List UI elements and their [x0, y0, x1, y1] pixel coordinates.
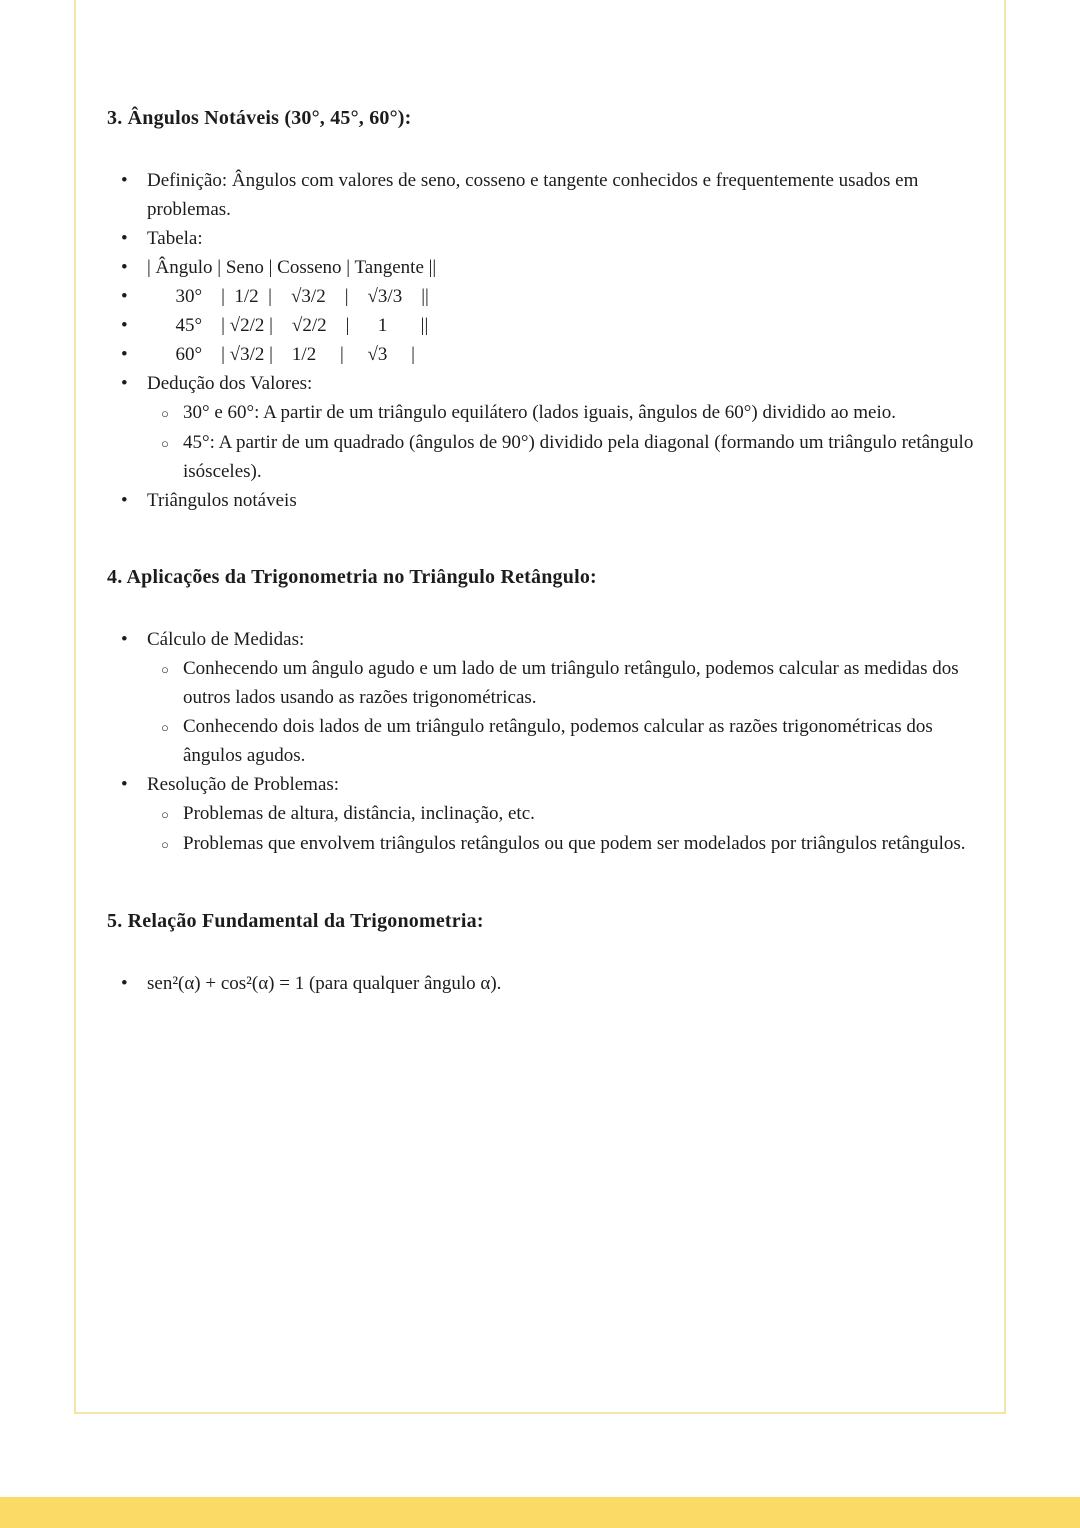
sub-bullet-list — [161, 398, 979, 486]
bullet-icon: • — [121, 774, 128, 795]
list-item — [121, 369, 979, 486]
list-item-table-header — [121, 253, 974, 282]
list-item-text: Resolução de Problemas: — [147, 774, 340, 795]
bullet-icon: • — [121, 315, 128, 336]
bullet-icon: • — [121, 257, 128, 278]
bullet-icon: • — [121, 490, 128, 511]
document-page — [74, 0, 1006, 1414]
bullet-icon: • — [121, 373, 128, 394]
sub-list-item-text: 30° e 60°: A partir de um triângulo equilátero (lados iguais, ângulos de 60°) dividido ao meio. — [183, 402, 896, 423]
list-item — [121, 486, 974, 515]
section-aplicacoes — [107, 563, 974, 859]
list-item-table-row — [121, 311, 974, 340]
bullet-icon: • — [121, 629, 128, 650]
bullet-list — [107, 166, 979, 515]
list-item-table-row — [121, 340, 974, 369]
circle-bullet-icon: ○ — [161, 436, 169, 451]
bullet-list — [107, 969, 974, 998]
list-item — [121, 166, 974, 224]
bullet-icon: • — [121, 344, 128, 365]
list-item-text: Cálculo de Medidas: — [147, 629, 305, 650]
sub-list-item-text: 45°: A partir de um quadrado (ângulos de 90°) dividido pela diagonal (formando um triângulo retângulo isósceles). — [183, 432, 979, 482]
sub-list-item — [161, 398, 974, 428]
bullet-icon: • — [121, 286, 128, 307]
section-relacao-fundamental — [107, 907, 974, 998]
section-angulos-notaveis — [107, 104, 979, 515]
sub-bullet-list — [161, 654, 974, 770]
circle-bullet-icon: ○ — [161, 720, 169, 735]
section-heading: 4. Aplicações da Trigonometria no Triângulo Retângulo: — [107, 566, 597, 588]
sub-list-item-text: Conhecendo um ângulo agudo e um lado de um triângulo retângulo, podemos calcular as medidas dos outros lados usando as razões trigonométricas. — [183, 658, 964, 708]
circle-bullet-icon: ○ — [161, 807, 169, 822]
circle-bullet-icon: ○ — [161, 406, 169, 421]
list-item — [121, 224, 974, 253]
formula-text: sen²(α) + cos²(α) = 1 (para qualquer ângulo α). — [147, 973, 502, 994]
sub-list-item — [161, 829, 974, 859]
sub-list-item — [161, 428, 979, 486]
list-item-text: Dedução dos Valores: — [147, 373, 313, 394]
section-heading: 3. Ângulos Notáveis (30°, 45°, 60°): — [107, 107, 412, 129]
list-item — [121, 770, 974, 859]
bullet-icon: • — [121, 973, 128, 994]
table-row-text: 60° | √3/2 | 1/2 | √3 | — [147, 344, 415, 365]
footer-accent-bar — [0, 1497, 1080, 1528]
list-item-text: Definição: Ângulos com valores de seno, cosseno e tangente conhecidos e frequentemente usados em problemas. — [147, 170, 924, 220]
list-item — [121, 625, 974, 770]
table-row-text: 30° | 1/2 | √3/2 | √3/3 || — [147, 286, 429, 307]
list-item-text: Triângulos notáveis — [147, 490, 297, 511]
sub-list-item-text: Problemas que envolvem triângulos retângulos ou que podem ser modelados por triângulos retângulos. — [183, 833, 966, 854]
sub-list-item — [161, 799, 974, 829]
table-header-text: | Ângulo | Seno | Cosseno | Tangente || — [147, 257, 437, 278]
circle-bullet-icon: ○ — [161, 662, 169, 677]
sub-list-item-text: Conhecendo dois lados de um triângulo retângulo, podemos calcular as razões trigonométricas dos ângulos agudos. — [183, 716, 938, 766]
sub-list-item-text: Problemas de altura, distância, inclinação, etc. — [183, 803, 535, 824]
bullet-icon: • — [121, 170, 128, 191]
sub-list-item — [161, 654, 974, 712]
list-item-table-row — [121, 282, 974, 311]
bullet-icon: • — [121, 228, 128, 249]
circle-bullet-icon: ○ — [161, 837, 169, 852]
sub-list-item — [161, 712, 974, 770]
sub-bullet-list — [161, 799, 974, 859]
list-item-text: Tabela: — [147, 228, 203, 249]
list-item-formula — [121, 969, 974, 998]
bullet-list — [107, 625, 974, 859]
section-heading: 5. Relação Fundamental da Trigonometria: — [107, 910, 484, 932]
table-row-text: 45° | √2/2 | √2/2 | 1 || — [147, 315, 429, 336]
